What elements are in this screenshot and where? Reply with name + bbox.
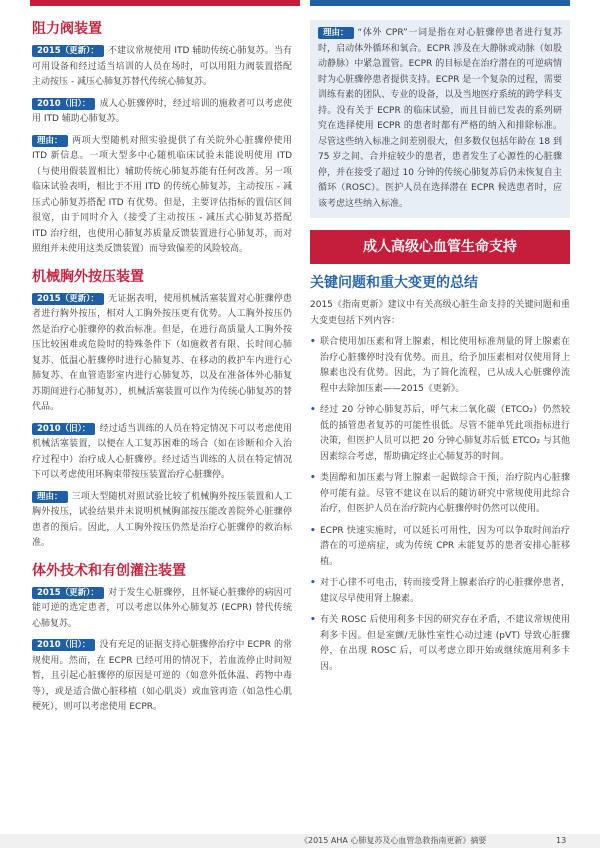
mech-2010: 2010（旧）： 经过适当训练的人员在特定情况下可以考虑使用机械活塞装置，以便在人工复苏困难的场合（如在诊断和介入治疗过程中）治疗成人心脏骤停。经过适当训练的人员在特定情况下可以考虑使用环胸束带按压装置治疗心脏骤停。 — [32, 423, 292, 480]
summary-list — [310, 335, 570, 675]
top-color-bar — [30, 0, 570, 6]
tag-rationale: 理由： — [32, 135, 68, 147]
itd-rationale: 理由： 两项大型随机对照实验提供了有关院外心脏骤停使用 ITD 新信息。一项大型多中心随机临床试验未能说明使用 ITD（与使用假装置相比）辅助传统心肺复苏能有任何改善。另一项临床试验表明，相比于不用 ITD 的传统心肺复苏，主动按压 - 减压式心肺复苏搭配 ITD 有优势。但是，主要评估指标的置信区间很宽，由于同时介入（接受了主动按压 - 减压式心肺复苏搭配 ITD 治疗组，也使用心肺复苏质量反馈装置进行心肺复苏，而对照组并未使用这类反馈装置）而导致偏差的风险较高。 — [32, 135, 292, 254]
left-column — [32, 20, 292, 722]
page-footer — [0, 826, 600, 848]
itd-2010: 2010（旧）： 成人心脏骤停时，经过培训的施救者可以考虑使用 ITD 辅助心肺复苏。 — [32, 98, 292, 124]
list-item: • 类固醇和加压素与肾上腺素一起做综合干预，治疗院内心脏骤停可能有益。尽管不建议在以后的随访研究中常规使用此综合治疗，但医护人员在治疗院内心脏骤停时仍然可以使用。 — [310, 471, 570, 518]
summary-intro: 2015《指南更新》建议中有关高级心脏生命支持的关键问题和重大变更包括下列内容： — [310, 300, 570, 326]
summary-title: 关键问题和重大变更的总结 — [310, 275, 478, 291]
page-number: 13 — [556, 836, 567, 845]
top-bar-blue — [310, 0, 570, 6]
list-item: • 有关 ROSC 后使用利多卡因的研究存在矛盾，不建议常规使用利多卡因。但是室颤/无脉性室性心动过速 (pVT) 导致心脏骤停，在出现 ROSC 后，可以考虑立即开始或继续施用利多卡因。 — [310, 613, 570, 675]
section-title-ecpr: 体外技术和有创灌注装置 — [32, 562, 186, 579]
mech-2015: 2015（更新）： 无证据表明，使用机械活塞装置对心脏骤停患者进行胸外按压，相对人工胸外按压更有优势。人工胸外按压仍然是治疗心脏骤停的救治标准。但是，在进行高质量人工胸外按压比较困难或危险时的特殊条件下（如施救者有限、长时间心肺复苏、低温心脏骤停时进行心肺复苏、在移动的救护车内进行心肺复苏、在血管造影室内进行心肺复苏，以及在准备体外心肺复苏期间进行心肺复苏），机械活塞装置可以作为传统心肺复苏的替代品。 — [32, 293, 292, 412]
list-item: • 经过 20 分钟心肺复苏后，呼气末二氧化碳（ETCO₂）仍然较低的插管患者复苏的可能性很低。尽管不能单凭此项指标进行决策，但医护人员可以把 20 分钟心肺复苏后低 ETCO₂ 与其他因素综合考虑，帮助确定终止心肺复苏的时间。 — [310, 403, 570, 465]
list-item: • 对于心律不可电击，转而接受肾上腺素治疗的心脏骤停患者，建议尽早使用肾上腺素。 — [310, 576, 570, 607]
itd-2015: 2015（更新）： 不建议常规使用 ITD 辅助传统心肺复苏。当有可用设备和经过适当培训的人员在场时，可以用阻力阀装置搭配主动按压 - 减压心肺复苏替代传统心肺复苏。 — [32, 46, 292, 87]
tag-2010: 2010（旧）： — [32, 98, 95, 110]
right-column — [310, 20, 570, 681]
tag-2015: 2015（更新）： — [32, 45, 104, 57]
ecpr-2015: 2015（更新）： 对于发生心脏骤停，且怀疑心脏骤停的病因可能可逆的选定患者，可以考虑以体外心肺复苏 (ECPR) 替代传统心肺复苏。 — [32, 587, 292, 629]
footer-title: 《2015 AHA 心肺复苏及心血管急救指南更新》摘要 — [300, 836, 487, 845]
top-bar-red — [30, 0, 300, 6]
section-title-itd: 阻力阀装置 — [32, 21, 102, 37]
ecpr-rationale-box: 理由： “体外 CPR”一词是指在对心脏骤停患者进行复苏时，启动体外循环和氧合。ECPR 涉及在大静脉或动脉（如股动静脉）中紧急置管。ECPR 的目标是在治疗潜在的可逆病情时为心脏骤停患者提供支持。ECPR 是一个复杂的过程，需要训练有素的团队、专业的设备，以及当地医疗系统的跨学科支持。没有关于 ECPR 的临床试验，而且目前已发表的系列研究在选择使用 ECPR 的患者时都有严格的纳入和排除标准。尽管这些纳入标准之间差别很大，但多数仅包括年龄在 18 到 75 岁之间、合并症较少的患者，患者发生了心源性的心脏骤停，并在接受了超过 10 分钟的传统心肺复苏后仍未恢复自主循环（ROSC）。医护人员在选择潜在 ECPR 候选患者时，应该考虑这些纳入标准。 — [310, 20, 570, 218]
ecpr-2010: 2010（旧）： 没有充足的证据支持心脏骤停治疗中 ECPR 的常规使用。然而，在 ECPR 已经可用的情况下，若血流停止时间短暂，且引起心脏骤停的原因是可逆的（如意外低体温、药物中毒等），或是适合做心脏移植（如心肌炎）或血管再造（如急性心肌梗死），则可以考虑使用 ECPR。 — [32, 640, 292, 712]
list-item: • 联合使用加压素和肾上腺素，相比使用标准剂量的肾上腺素在治疗心脏骤停时没有优势。而且，给予加压素相对仅使用肾上腺素也没有优势。因此，为了简化流程，已从成人心脏骤停流程中去除加压素——2015《更新》。 — [310, 335, 570, 397]
mech-rationale: 理由： 三项大型随机对照试验比较了机械胸外按压装置和人工胸外按压，试验结果并未说明机械胸部按压能改善院外心脏骤停患者的预后。因此，人工胸外按压仍然是治疗心脏骤停的救治标准。 — [32, 491, 292, 548]
section-title-mechanical: 机械胸外按压装置 — [32, 268, 144, 285]
list-item: • ECPR 快速实施时，可以延长可用性，因为可以争取时间治疗潜在的可逆病症，或为传统 CPR 未能复苏的患者安排心脏移植。 — [310, 524, 570, 571]
acls-banner: 成人高级心血管生命支持 — [310, 230, 570, 264]
